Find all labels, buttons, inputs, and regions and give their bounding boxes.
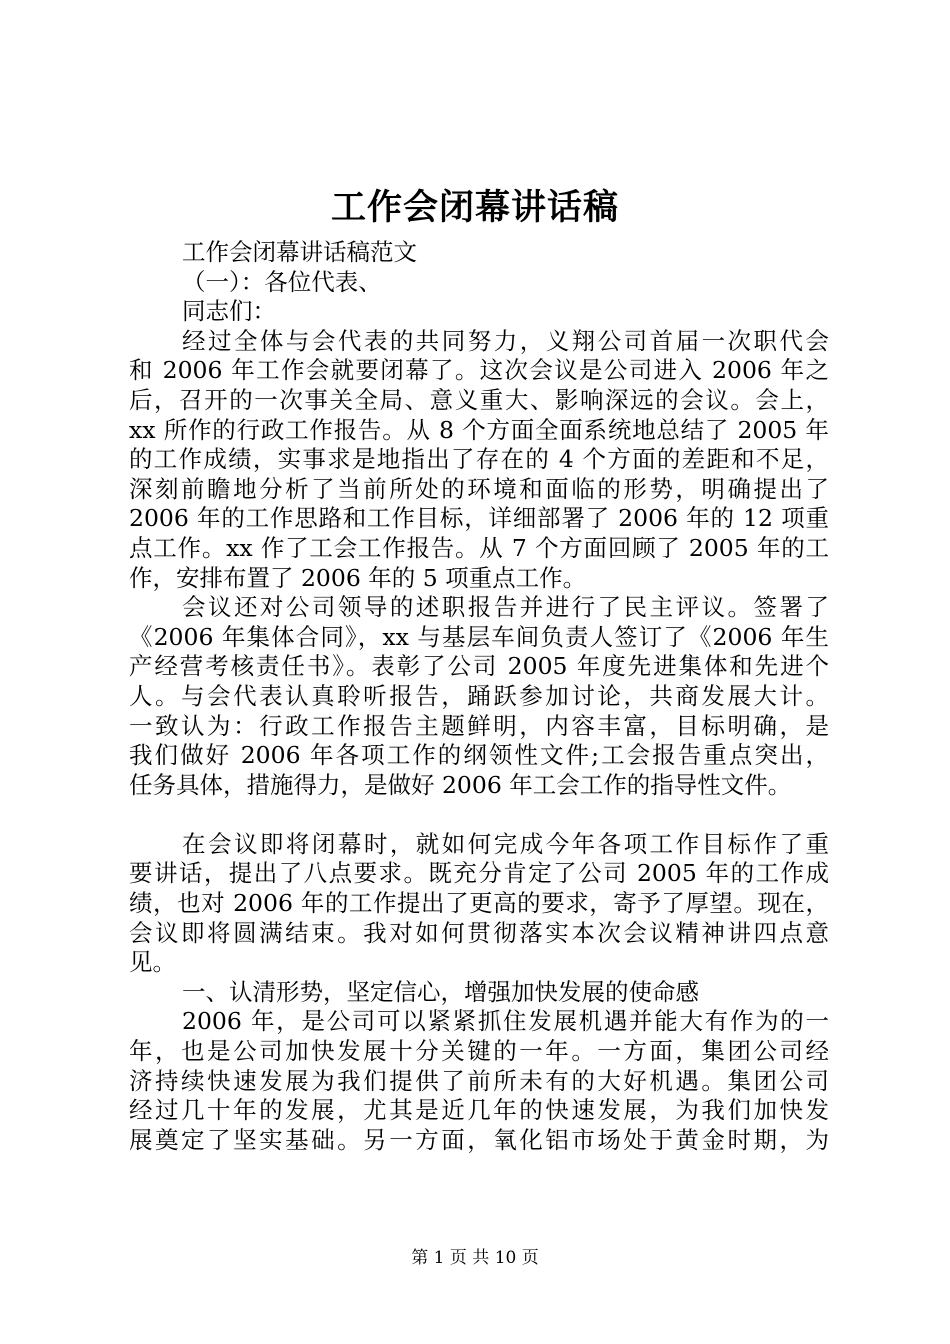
subtitle-line: 工作会闭幕讲话稿范文 <box>182 238 417 266</box>
section-heading: 一、认清形势，坚定信心，增强加快发展的使命感 <box>182 977 699 1006</box>
text-line: 的工作成绩，实事求是地指出了存在的 4 个方面的差距和不足， <box>129 445 829 474</box>
text-line: 和 2006 年工作会就要闭幕了。这次会议是公司进入 2006 年之 <box>129 356 829 385</box>
text-line: 会议还对公司领导的述职报告并进行了民主评议。签署了 <box>182 593 829 622</box>
text-line: 在会议即将闭幕时，就如何完成今年各项工作目标作了重 <box>182 829 829 858</box>
text-line: 《2006 年集体合同》，xx 与基层车间负责人签订了《2006 年生 <box>129 622 829 651</box>
text-line: 济持续快速发展为我们提供了前所未有的大好机遇。集团公司 <box>129 1066 829 1095</box>
document-title: 工作会闭幕讲话稿 <box>330 187 619 228</box>
text-line: xx 所作的行政工作报告。从 8 个方面全面系统地总结了 2005 年 <box>129 415 829 444</box>
text-line: 产经营考核责任书》。表彰了公司 2005 年度先进集体和先进个 <box>129 652 829 681</box>
text-line: 展奠定了坚实基础。另一方面，氧化铝市场处于黄金时期，为 <box>129 1125 829 1154</box>
text-line: 年，也是公司加快发展十分关键的一年。一方面，集团公司经 <box>129 1037 829 1066</box>
text-line: 同志们： <box>182 297 276 326</box>
text-line: 见。 <box>129 948 176 977</box>
text-line: 作，安排布置了 2006 年的 5 项重点工作。 <box>129 563 587 592</box>
document-body <box>129 238 829 1155</box>
text-line: 绩，也对 2006 年的工作提出了更高的要求，寄予了厚望。现在， <box>129 889 829 918</box>
text-line: （一）：各位代表、 <box>182 267 382 296</box>
text-line: 2006 年，是公司可以紧紧抓住发展机遇并能大有作为的一 <box>182 1007 829 1036</box>
text-line: 经过全体与会代表的共同努力，义翔公司首届一次职代会 <box>182 326 829 355</box>
text-line: 点工作。xx 作了工会工作报告。从 7 个方面回顾了 2005 年的工 <box>129 533 829 562</box>
blank-line <box>129 800 829 830</box>
text-line: 我们做好 2006 年各项工作的纲领性文件;工会报告重点突出， <box>129 741 829 770</box>
text-line: 2006 年的工作思路和工作目标，详细部署了 2006 年的 12 项重 <box>129 504 829 533</box>
text-line: 一致认为：行政工作报告主题鲜明，内容丰富，目标明确，是 <box>129 711 829 740</box>
text-line: 会议即将圆满结束。我对如何贯彻落实本次会议精神讲四点意 <box>129 918 829 947</box>
page-footer: 第 1 页 共 10 页 <box>411 1248 539 1268</box>
text-line: 要讲话，提出了八点要求。既充分肯定了公司 2005 年的工作成 <box>129 859 829 888</box>
text-line: 深刻前瞻地分析了当前所处的环境和面临的形势，明确提出了 <box>129 474 829 503</box>
text-line: 后，召开的一次事关全局、意义重大、影响深远的会议。会上， <box>129 385 829 414</box>
text-line: 人。与会代表认真聆听报告，踊跃参加讨论，共商发展大计。 <box>129 681 829 710</box>
text-line: 经过几十年的发展，尤其是近几年的快速发展，为我们加快发 <box>129 1096 829 1125</box>
text-line: 任务具体，措施得力，是做好 2006 年工会工作的指导性文件。 <box>129 770 792 799</box>
